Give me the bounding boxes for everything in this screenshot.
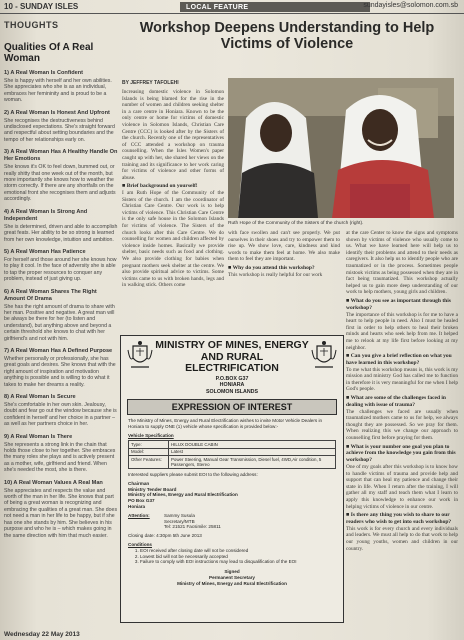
attention-line: Tel: 21521 Facsimile: 25811 [164,524,221,530]
address-line: HONIARA [219,382,245,388]
sidebar-items [4,70,118,539]
spec-key: Other Features: [129,456,169,469]
article-headline: Workshop Deepens Understanding to Help Victims of Violence [139,20,435,52]
ad-header [121,336,343,375]
table-row [129,456,336,469]
answer-5: The challenges we faced are usually when traumatized mothers came to us for help, we always thought they are possessed. So we pray for them. When realizing this we change our approach to counselling first before praying for them. [346,408,458,442]
conditions-label: Conditions [128,541,152,547]
answer-4: To me what this workshop means is, this work is my mission and ministry God has called me to function in therefore it is very meaningful for me when I help God's people. [346,366,458,393]
sidebar-item [4,434,118,474]
answer-7: This work is for every church and every individuals and leaders. We must all help to do that work to help our young youths, women and children in our country. [346,525,458,552]
sidebar-item-body: She represents a strong link in the chain that holds those close to her together. She embraces the many roles she plays and is actively present as a mother, wife, girlfriend and friend. When she's needed the most, she is there. [4,441,116,474]
answer-6: One of my goals after this workshop is to know how to handle victims of trauma and provide help and support that can heal my patience and change their state in life. When I return after the training, I will gather all my staff and teach them what I learn to apply this knowledge to enhance our work in helping victims of violence in our centre. [346,464,458,510]
article-column-2 [228,230,340,278]
submit-text: Interested suppliers please submit EOI to the following address: [128,472,258,478]
question-7: ■ Is there any thing you wish to share to our readers who wish to get into such workshop? [346,512,452,525]
section-banner [180,2,370,12]
spec-value: HILUX DOUBLE CABIN [169,441,336,448]
thoughts-sidebar [0,20,118,640]
answer-2: This workshop is really helpful for our work [228,271,323,278]
address-line: Ministry of Mines, Energy and Rural Electrification [128,492,238,498]
list-item: 3. Failure to comply with EOI instructions may lead to disqualification of the EOI [140,559,336,565]
signature-line: Signed [224,569,240,575]
sidebar-item-heading: 3) A Real Woman Has A Healthy Handle On Her Emotions [4,149,118,163]
section-title: LOCAL FEATURE [186,3,249,11]
sidebar-item [4,480,118,539]
sidebar-item-heading: 7) A Real Woman Has A Defined Purpose [4,347,113,354]
spec-value: Power Steering, Manual Gear Transmission, Diesel fuel, 4WD,Air condition, 5 Passengers, Stereo [169,456,336,469]
sidebar-item-body: She appreciates and respects the value and worth of the man in her life. She knows that part of being a great woman is recognizing and embracing the qualities of a great man. She does not need a man in her life to be happy, but if she has one she stands by him. She believes in his purpose and who he is – which makes going in the same direction with him that much easier. [4,487,118,539]
sidebar-item-heading: 5) A Real Woman Has Patience [4,248,86,255]
attention-line: Secretary/MTB [164,518,195,524]
article-photo [228,78,454,218]
conditions-list [128,548,336,565]
article-column-1 [122,80,224,289]
tender-address [128,481,336,510]
sidebar-item-body: She is happy with herself and her own abilities. She appreciates who she is as an individual, embraces her femininity and is proud to be a woman. [4,78,112,104]
attention-block [128,513,336,530]
address-line: SOLOMON ISLANDS [205,388,259,395]
sidebar-item-heading: 10) A Real Woman Values A Real Man [4,479,103,486]
sidebar-item [4,70,118,104]
question-6: ■ What is your number one goal you plan to achieve from the knowledge you gain from this workshop? [346,443,456,464]
sidebar-item-heading: 8) A Real Woman Is Secure [4,394,76,400]
sidebar-item-body: She recognises the destructiveness behind undisclosed expectations. She's straight forward and respectful about setting boundaries and the tempo of her relationships early on. [4,117,115,143]
sidebar-item-body: For herself and those around her she knows how to play it cool. In the face of adversity she is able to tap the proper resources to conquer any problem, instead of just giving up. [4,256,117,283]
address-line: Chairman [128,480,150,486]
attention-line: Sammy Susula [164,512,195,518]
address-line: P.O.BOX G37 [215,375,249,382]
address-line: Honiara [128,504,146,509]
sidebar-item [4,110,118,144]
page-label: 10 - SUNDAY ISLES [4,1,79,11]
question-5: ■ What are some of the challenges faced in dealing with issue of trauma? [346,395,446,408]
ministry-address [121,376,343,396]
spec-value: Latest [169,448,336,455]
sidebar-item-body: She is determined, driven and able to accomplish great feats. Her ability to be so strong is learned from her own knowledge, intuition and ambition. [4,223,118,243]
eoi-title: EXPRESSION OF INTEREST [127,399,337,415]
question-1: ■ Brief background on yourself! [122,183,198,190]
address-line: Ministry Tender Board [128,486,177,492]
spec-key: Model: [129,448,169,455]
photo-illustration [228,78,454,218]
article-intro: Increasing domestic violence in Solomon Islands is being blamed for the rise in the number of women and children seeking shelter in a care centre in Honiara. Known to be the only centre or home for victims of domestic violence in Solomon Islands, Christian Care Centre (CCC) is looked after by the Sisters of the church. Recently one of the representatives of CCC attended a workshop on trauma counselling. When the Isles Women's paper caught up with her, she shared her views on the training and its significance to her work caring for victims of violence and other forms of abuse. [122,89,224,181]
ministry-name: MINISTRY OF MINES, ENERGY AND RURAL ELECTRIFICATION [155,339,309,374]
article-byline: BY JEFFREY TAFOLEHI [122,80,179,86]
question-3: ■ What do you see as important through this workshop? [346,297,451,311]
answer-1: I am Ruth Hope of the Community of the Sisters of the church. I am the coordinator of Christian Care Centre. Our work is to help victims of violence. This Christian Care Centre is the only safe house in the Solomon Islands for victims of violence. The Sisters of the church looks after this Care Centre. We do counselling for women and children affected by violence inside homes. Basically we provide shelter, basic needs such as food and clothing. We also provide clothing for babies when pregnant mothers seek shelter at the centre. We also provide spiritual advice to victims. Some victims came to us with broken hands, legs and in walking stick. Others come [122,190,224,289]
sidebar-item-heading: 6) A Real Woman Shares The Right Amount Of Drama [4,288,97,302]
question-2: ■ Why do you attend this workshop? [228,264,315,271]
sidebar-item-body: She has the right amount of drama to share with her man. Positive and negative. A great man will be always be there for her (to listen and understand), but anything above and beyond a certain threshold she knows to chat with her girlfriend's and not with him. [4,303,115,342]
sidebar-item [4,394,118,428]
ad-intro: The Ministry of Mines, Energy and Rural Electrification wishes to invite Motor Vehicle Dealers in Honiara to supply ONE (1) vehicle whose specification is provided below:- [128,418,323,429]
answer-3: The importance of this workshop is for me to have a heart to help people in need. Also I must be healed first in order to help others to heal their broken minds and hearts who seek help from me. It helped me to relook at my life first before looking at my neighbor. [346,311,458,351]
spec-label: Vehicle Specification [128,432,174,438]
article-header [122,20,464,52]
photo-caption: Ruth Hope of the Community of the Sisters of the church (right). [228,221,364,226]
sidebar-item-body: She's comfortable in her own skin. Jealousy, doubt and fear go out the window because she is confident in herself and her choice in a partner – as well as her partners choice in her. [4,402,117,428]
answer-1-continued: with face swollen and can't see properly. We put ourselves in their shoes and try to empower them to rise up. We show love, care, kindness and kind words to make them feel at home. We also make them to feel they are important. [228,230,340,263]
coat-of-arms-icon-right [309,340,339,372]
expression-of-interest-ad [120,335,344,623]
attention-label: Attention: [128,512,150,518]
sidebar-item-heading: 2) A Real Woman Is Honest And Upfront [4,109,110,116]
list-item: 2. Lowest bid will not be necessarily accepted [140,554,336,560]
sidebar-item-heading: 1) A Real Woman Is Confident [4,70,84,76]
sidebar-item [4,289,118,342]
sidebar-item-heading: 9) A Real Woman Is There [4,433,73,440]
section-email: sundayisles@solomon.com.sb [363,2,458,9]
ad-body [121,415,343,587]
sidebar-title: Qualities Of A Real Woman [4,42,94,64]
sidebar-item [4,149,118,202]
attention-lines [164,513,221,530]
issue-date: Wednesday 22 May 2013 [4,631,80,638]
sidebar-item-heading: 4) A Real Woman Is Strong And Independent [4,208,88,222]
list-item: 1. EOI received after closing date will not be considered [140,548,336,554]
masthead [0,0,464,12]
table-row [129,448,336,455]
article-column-3 [346,230,458,552]
thoughts-logo: THOUGHTS [4,20,59,30]
table-row [129,441,336,448]
sidebar-item [4,249,118,283]
answer-2-continued: at the care Center to know the signs and symptoms shown by victims of violence who usually come to us. What we have learned here will help us to identify their problems and attend to their needs as caregivers. It also help us to identify people who are traumatized or in the process. Sometimes people mistook victims as being possessed when they are in fact being traumatized. This workshop actually helped us to gain more deep understanding of our work to help mothers, young girls and children. [346,230,458,296]
question-4: ■ Can you give a brief reflection on what you have learned in this workshop? [346,353,452,366]
spec-table [128,440,336,469]
sidebar-item-body: Whether personally or professionally, she has great goals and desires. She knows that with the right amount of inspiration and motivation anything is possible and is willing to do what it takes to make her dreams a reality. [4,355,116,388]
address-line: PO Box G37 [128,498,155,504]
sidebar-item-body: She knows it's OK to feel down, bummed out, or really shitty that one week out of the month, but more importantly she knows how to weather the storm correctly. If there are any shortfalls on the emotional front she recognises them and adjusts accordingly. [4,164,116,203]
sidebar-item [4,209,118,243]
signature-line: Ministry of Mines, Energy and Rural Electrification [177,580,287,586]
signature-block [128,569,336,586]
coat-of-arms-icon [125,340,155,372]
signature-line: Permanent Secretary [209,574,255,580]
sidebar-item [4,348,118,388]
header-rule [0,13,464,14]
closing-date: Closing date: 4:30pm 5th June 2013 [128,533,202,539]
spec-key: Type: [129,441,169,448]
